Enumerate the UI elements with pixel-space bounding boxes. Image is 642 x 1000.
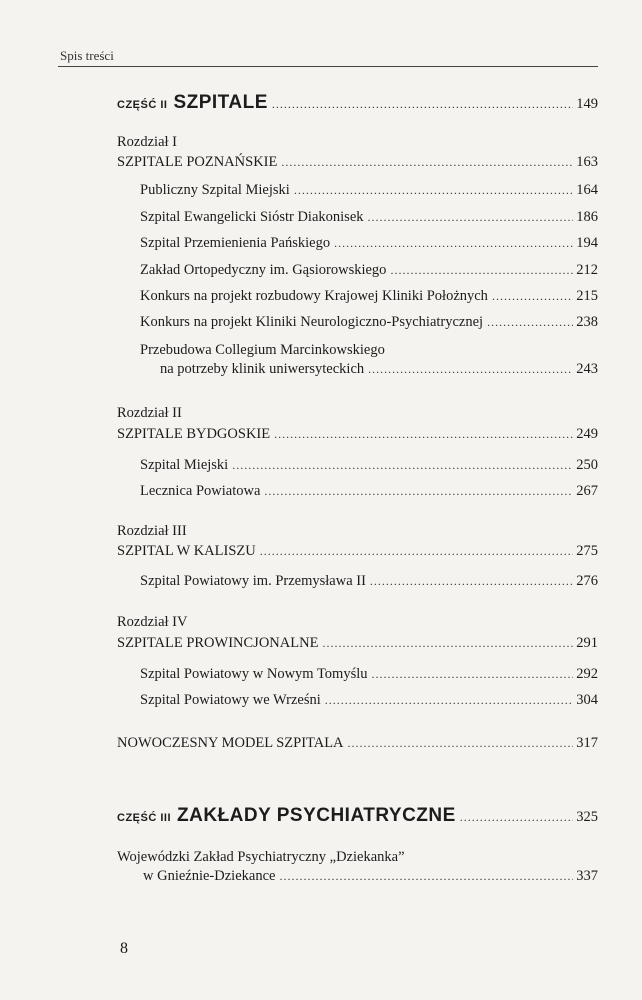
entry-title-line2: na potrzeby klinik uniwersyteckich: [160, 361, 365, 377]
chapter-row: [117, 541, 598, 561]
dot-leader: [370, 571, 573, 591]
page-ref: 163: [576, 154, 598, 170]
toc-entry: [140, 207, 598, 227]
page-ref: 317: [576, 735, 598, 751]
dot-leader: [460, 807, 573, 827]
part-prefix: CZĘŚĆ III: [117, 812, 172, 824]
page-ref: 292: [576, 666, 598, 682]
part-prefix: CZĘŚĆ II: [117, 99, 168, 111]
toc-entry: [160, 359, 598, 379]
toc-entry: [140, 286, 598, 306]
chapter-row: [117, 424, 598, 444]
dot-leader: [368, 207, 574, 227]
standalone-entry: [117, 733, 598, 753]
entry-title: Szpital Ewangelicki Sióstr Diakonisek: [140, 209, 364, 225]
page-ref: 194: [576, 235, 598, 251]
toc-entry: [140, 690, 598, 710]
entry-title: Szpital Powiatowy we Wrześni: [140, 692, 321, 708]
toc-entry: [140, 664, 598, 684]
entry-title: Konkurs na projekt Kliniki Neurologiczno-Psychiatrycznej: [140, 314, 484, 330]
chapter-label: Rozdział I: [117, 134, 177, 150]
entry-title: Szpital Powiatowy w Nowym Tomyślu: [140, 666, 368, 682]
entry-title: Szpital Przemienienia Pańskiego: [140, 235, 331, 251]
dot-leader: [368, 359, 573, 379]
chapter-label: Rozdział IV: [117, 614, 188, 630]
entry-title-line2: w Gnieźnie-Dziekance: [143, 868, 276, 884]
chapter-title: SZPITALE PROWINCJONALNE: [117, 635, 319, 651]
part-heading: [117, 806, 598, 828]
dot-leader: [390, 260, 573, 280]
page-ref: 186: [576, 209, 598, 225]
entry-title: Szpital Powiatowy im. Przemysława II: [140, 573, 366, 589]
entry-title: Konkurs na projekt rozbudowy Krajowej Kliniki Położnych: [140, 288, 488, 304]
page-ref: 215: [576, 288, 598, 304]
page-ref: 250: [576, 457, 598, 473]
toc-entry: [140, 455, 598, 475]
page-number: 8: [120, 940, 128, 957]
entry-title: Zakład Ortopedyczny im. Gąsiorowskiego: [140, 262, 387, 278]
toc-entry: [140, 571, 598, 591]
toc-entry: [143, 866, 598, 886]
entry-title: Szpital Miejski: [140, 457, 229, 473]
part-title: ZAKŁADY PSYCHIATRYCZNE: [177, 805, 456, 826]
entry-title: NOWOCZESNY MODEL SZPITALA: [117, 735, 344, 751]
dot-leader: [272, 94, 573, 114]
toc-entry: [140, 481, 598, 501]
dot-leader: [281, 152, 573, 172]
chapter-row: [117, 152, 598, 172]
page-ref: 238: [576, 314, 598, 330]
dot-leader: [260, 541, 574, 561]
dot-leader: [274, 424, 573, 444]
page-ref: 304: [576, 692, 598, 708]
toc-entry: [140, 312, 598, 332]
running-head: Spis treści: [60, 48, 114, 63]
part-heading: [117, 93, 598, 115]
page-ref: 164: [576, 182, 598, 198]
page-ref: 267: [576, 483, 598, 499]
entry-title-line1: Wojewódzki Zakład Psychiatryczny „Dziekanka”: [117, 849, 405, 865]
entry-title-line1: Przebudowa Collegium Marcinkowskiego: [140, 342, 385, 358]
entry-title: Publiczny Szpital Miejski: [140, 182, 290, 198]
page-ref: 212: [576, 262, 598, 278]
entry-title: Lecznica Powiatowa: [140, 483, 261, 499]
page-ref: 275: [576, 543, 598, 559]
page-ref: 325: [576, 809, 598, 825]
chapter-title: SZPITALE BYDGOSKIE: [117, 426, 271, 442]
page-ref: 291: [576, 635, 598, 651]
page-ref: 149: [576, 96, 598, 112]
dot-leader: [334, 233, 573, 253]
part-title: SZPITALE: [173, 92, 268, 113]
toc-entry: [140, 180, 598, 200]
page-ref: 276: [576, 573, 598, 589]
dot-leader: [294, 180, 573, 200]
dot-leader: [348, 733, 574, 753]
dot-leader: [232, 455, 573, 475]
dot-leader: [487, 312, 573, 332]
dot-leader: [322, 633, 573, 653]
dot-leader: [325, 690, 573, 710]
toc-entry: [140, 233, 598, 253]
chapter-title: SZPITALE POZNAŃSKIE: [117, 154, 278, 170]
dot-leader: [372, 664, 574, 684]
toc-entry: [140, 260, 598, 280]
chapter-label: Rozdział II: [117, 405, 182, 421]
chapter-row: [117, 633, 598, 653]
chapter-label: Rozdział III: [117, 523, 187, 539]
page-ref: 249: [576, 426, 598, 442]
dot-leader: [279, 866, 573, 886]
header-rule: [58, 66, 598, 67]
dot-leader: [492, 286, 573, 306]
dot-leader: [264, 481, 573, 501]
page-ref: 337: [576, 868, 598, 884]
page-ref: 243: [576, 361, 598, 377]
chapter-title: SZPITAL W KALISZU: [117, 543, 256, 559]
